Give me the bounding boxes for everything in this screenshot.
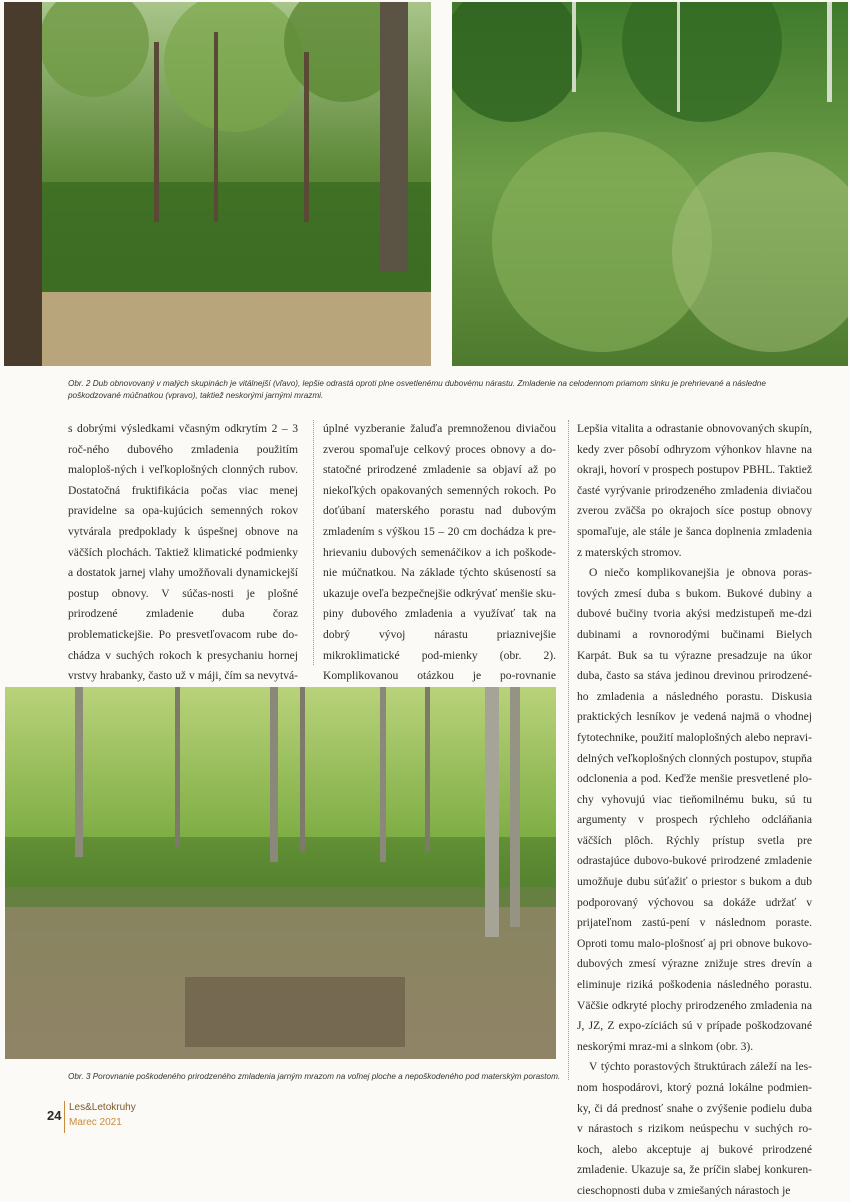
regeneration-photo-illustration	[452, 2, 848, 366]
sunlit-oak-regeneration-photo	[452, 2, 848, 366]
column-3-paragraph-2: O niečo komplikovanejšia je obnova poras-tových zmesí duba s bukom. Bukové dubiny a dubové bučiny tvoria akýsi medzistupeň me-dzi dubinami a rovnorodými bučinami Bielych Karpát. Buk sa tu výrazne presadzuje na úkor duba, často sa stáva jedinou drevinou prirodzené-ho zmladenia a následného porastu. Diskusia praktických lesníkov je vedená najmä o vhodnej fytotechnike, použití maloplošných alebo nepravi-delných veľkoplošných clonných postupov, stupňa odclonenia a pod. Keďže menšie presvetlené plo-chy vyhovujú viac tieňomilnému buku, sú tu argumenty v prospech rýchleho odcláňania väčších plôch. Rýchly prístup svetla pre odrastajúce dubovo-bukové prirodzené zmladenie umožňuje dubu súťažiť o priestor s bukom a dub podporovaný výchovou sa dokáže udržať v prijateľnom zastú-pení v následnom poraste. Oproti tomu malo-plošnosť aj pri obnove bukovo-dubových zmesí výrazne znižuje stres drevín a eliminuje riziká poškodenia následného porastu. Väčšie odkryté plochy prirodzeného zmladenia na J, JZ, Z expo-zíciách sú v prípade poškodzované neskorými mraz-mi a slnkom (obr. 3).	[577, 566, 812, 1053]
footer-divider	[64, 1101, 65, 1133]
text-column-1	[68, 419, 298, 728]
forest-photo-illustration	[4, 2, 431, 366]
figure-3-caption: Obr. 3 Porovnanie poškodeného prirodzeného zmladenia jarným mrazom na voľnej ploche a nepoškodeného pod materským porastom.	[68, 1072, 561, 1081]
text-column-3	[577, 419, 812, 1202]
page-number: 24	[47, 1108, 62, 1123]
figure-2-caption: Obr. 2 Dub obnovovaný v malých skupinách je vitálnejší (vľavo), lepšie odrastá oproti plne osvetlenému dubovému nárastu. Zmladenie na celodennom priamom slnku je prehrievané a následne poškodzované múčnatkou (vpravo), taktiež neskorými jarnými mrazmi.	[68, 379, 766, 400]
text-column-2	[323, 419, 556, 728]
column-1-paragraph: s dobrými výsledkami včasným odkrytím 2 – 3 roč-ného dubového zmladenia použitím maloploš-ných i veľkoplošných clonných rubov. Dostatočná fruktifikácia počas viac menej pravidelne sa opa-kujúcich semenných rokov vytvárala predpoklady k úspešnej obnove na väčších plochách. Taktiež klimatické podmienky a dostatok jarnej vlahy umožňovali dynamickejší postup obnovy. V súčas-nosti je plošné prirodzené zmladenie duba čoraz problematickejšie. Po presvetľovacom rube do-chádza v suchých rokoch k presychaniu hornej vrstvy hrabanky, často už v máji, čím sa nevytvá-	[68, 422, 298, 683]
column-3-paragraph-3: V týchto porastových štruktúrach záleží na les-nom hospodárovi, ktorý pozná lokálne podmien-ky, či dá prednosť snahe o zvýšenie podielu duba v nárastoch s rizikom neúspechu v suchých ro-koch, alebo akceptuje aj bukové prirodzené zmladenie. Ukazuje sa, že príčin slabej konkuren-cieschopnosti duba v zmiešaných nárastoch je	[577, 1060, 812, 1197]
magazine-title: Les&Letokruhy	[69, 1102, 136, 1113]
column-3-paragraph-1: Lepšia vitalita a odrastanie obnovovaných skupín, kedy zver pôsobí odhryzom výhonkov hlavne na okraji, hovorí v prospech postupov PBHL. Taktiež časté vyrývanie prirodzeného zmladenia diviačou zverou zväčša po okrajoch síce postup obnovy spomaľuje, ale stále je šanca doplnenia zmladenia z materských stromov.	[577, 422, 812, 559]
column-divider	[313, 420, 314, 665]
column-2-paragraph: úplné vyzberanie žaluďa premnoženou diviačou zverou spomaľuje celkový proces obnovy a do-statočné prirodzené zmladenie sa objaví až po niekoľkých opakovaných semenných rokoch. Po doťúbaní materského porastu nad dubovým zmladením s výškou 15 – 20 cm dochádza k pre-hrievaniu dubových semenáčikov a ich poškode-nie múčnatkou. Na základe týchto skúseností sa ukazuje oveľa bezpečnejšie odkrývať menšie sku-piny dubového zmladenia a využívať tak na dobrý vývoj nárastu priaznivejšie mikroklimatické pod-mienky (obr. 2). Komplikovanou otázkou je po-rovnanie	[323, 422, 556, 683]
issue-label: Marec 2021	[69, 1117, 122, 1128]
column-divider	[568, 420, 569, 1080]
forest-oak-group-photo	[4, 2, 431, 366]
clearing-photo-illustration	[5, 687, 556, 1059]
frost-damaged-regeneration-photo	[5, 687, 556, 1059]
